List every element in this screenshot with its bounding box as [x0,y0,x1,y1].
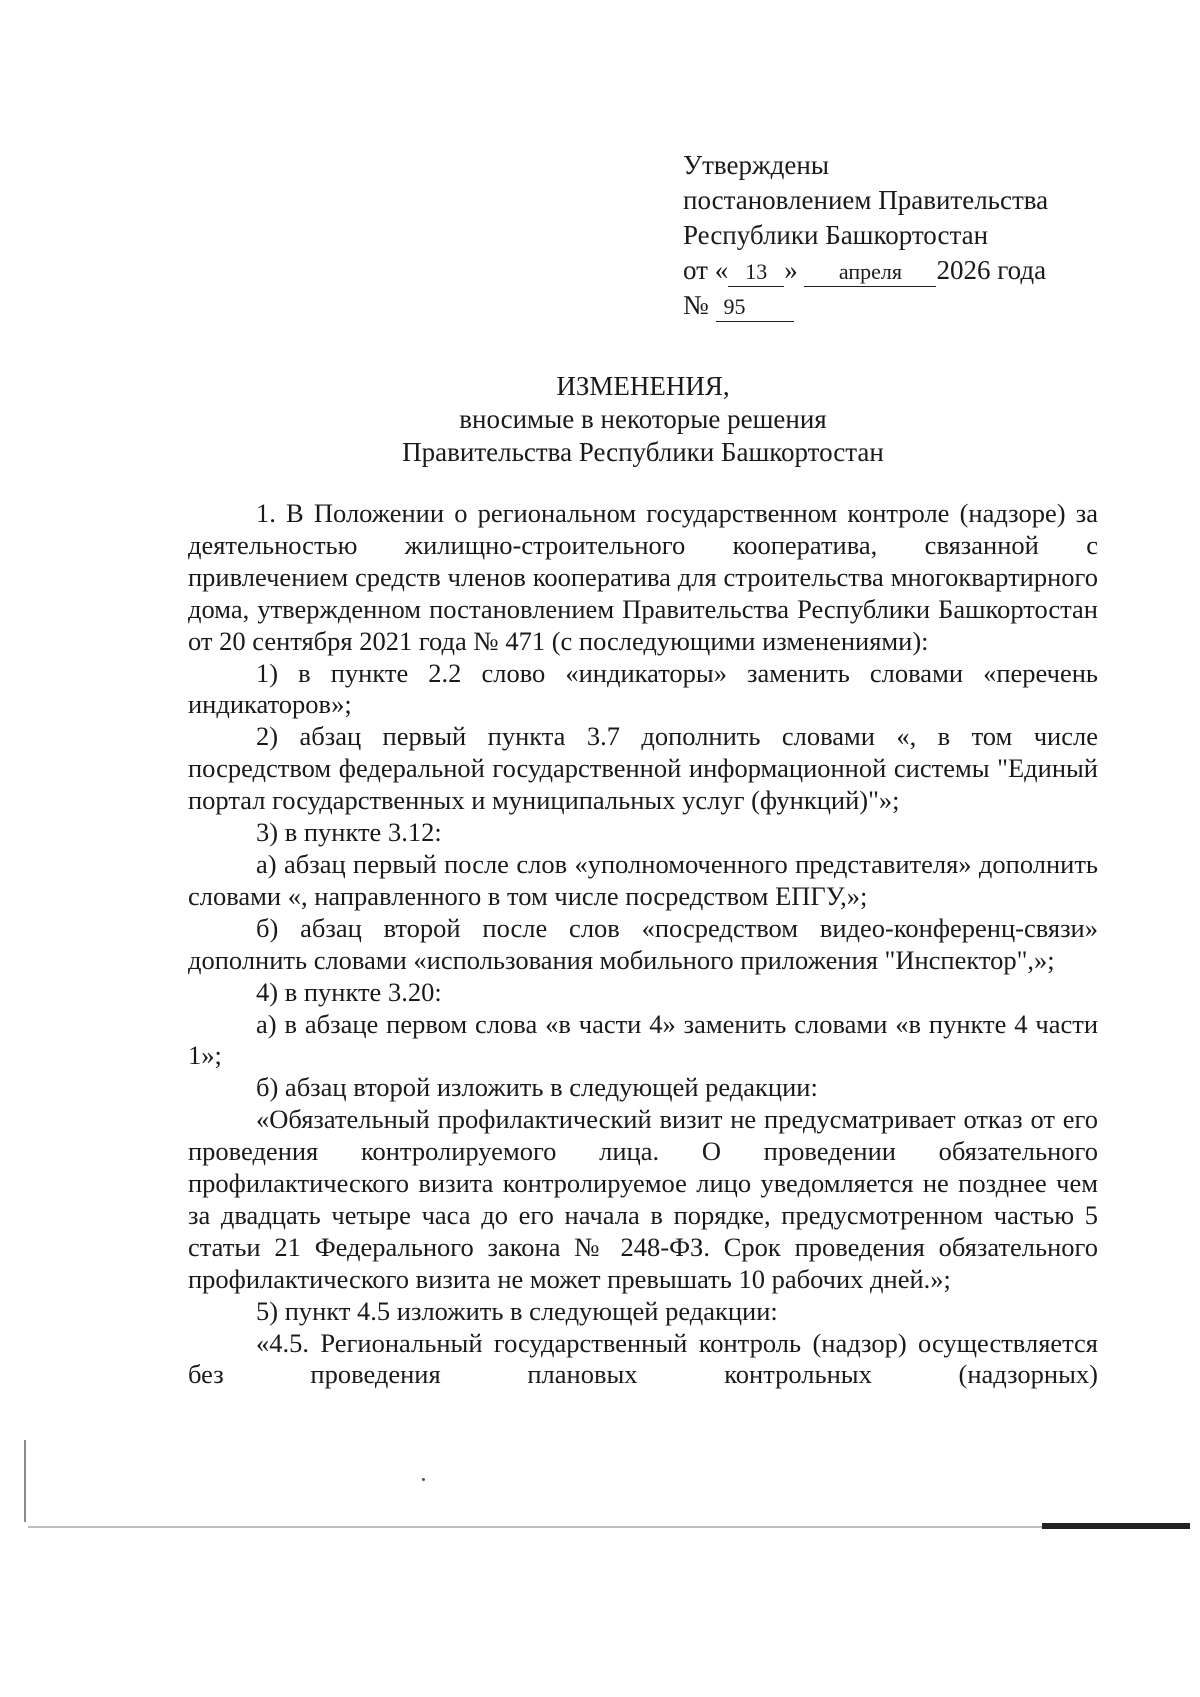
paragraph-12: «4.5. Региональный государственный контроль (надзор) осуществляется без проведения плановых контрольных (надзорных) [188,1327,1098,1390]
scan-margin-mark [24,1440,26,1522]
number-value: 95 [716,293,794,322]
approval-line-2: постановлением Правительства [683,185,1049,215]
paragraph-7: 4) в пункте 3.20: [256,976,442,1007]
title-heading: ИЗМЕНЕНИЯ, [556,371,730,401]
paragraph-11: 5) пункт 4.5 изложить в следующей редакции: [256,1295,778,1326]
paragraph-1: 1. В Положении о региональном государственном контроле (надзоре) за деятельностью жилищно-строительного кооператива, связанной с привлечением средств членов кооператива для строительства многоквартирного дома, утвержденном постановлением Правительства Республики Башкортостан от 20 сентября 2021 года № 471 (с последующими изменениями): [188,498,1098,656]
paragraph-8: а) в абзаце первом слова «в части 4» заменить словами «в пункте 4 части 1»; [188,1008,1098,1071]
title-subtitle-1: вносимые в некоторые решения [459,404,827,434]
scan-bottom-bar [1042,1523,1190,1529]
approval-line-1: Утверждены [683,150,829,180]
approval-line-3: Республики Башкортостан [683,220,989,250]
scan-dot-mark [422,1478,425,1481]
paragraph-4: 3) в пункте 3.12: [256,817,442,848]
paragraph-3: 2) абзац первый пункта 3.7 дополнить словами «, в том числе посредством федеральной государственной информационной системы "Единый портал государственных и муниципальных услуг (функций)"»; [188,721,1098,816]
paragraph-9: б) абзац второй изложить в следующей редакции: [256,1072,818,1103]
scan-bottom-line [28,1526,1190,1528]
paragraph-10: «Обязательный профилактический визит не предусматривает отказ от его проведения контролируемого лица. О проведении обязательного профилактического визита контролируемое лицо уведомляется не позднее чем за двадцать четыре часа до его начала в порядке, предусмотренном частью 5 статьи 21 Федерального закона № 248-ФЗ. Срок проведения обязательного профилактического визита не может превышать 10 рабочих дней.»; [188,1104,1098,1294]
date-month: апреля [804,258,936,287]
paragraph-2: 1) в пункте 2.2 слово «индикаторы» заменить словами «перечень индикаторов»; [188,657,1098,720]
approval-stamp [683,148,1103,323]
date-year: 2026 года [936,255,1047,285]
paragraph-6: б) абзац второй после слов «посредством видео-конференц-связи» дополнить словами «использования мобильного приложения "Инспектор",»; [188,912,1098,975]
date-prefix: от « [683,255,729,285]
number-prefix: № [683,290,709,320]
date-mid: » [784,255,798,285]
approval-number-line [683,288,1103,323]
paragraph-5: а) абзац первый после слов «уполномоченного представителя» дополнить словами «, направленного в том числе посредством ЕПГУ,»; [188,848,1098,911]
document-title [188,370,1098,469]
approval-date-line [683,253,1103,288]
title-subtitle-2: Правительства Республики Башкортостан [402,437,884,467]
date-day: 13 [728,258,784,287]
document-body [188,498,1098,1391]
